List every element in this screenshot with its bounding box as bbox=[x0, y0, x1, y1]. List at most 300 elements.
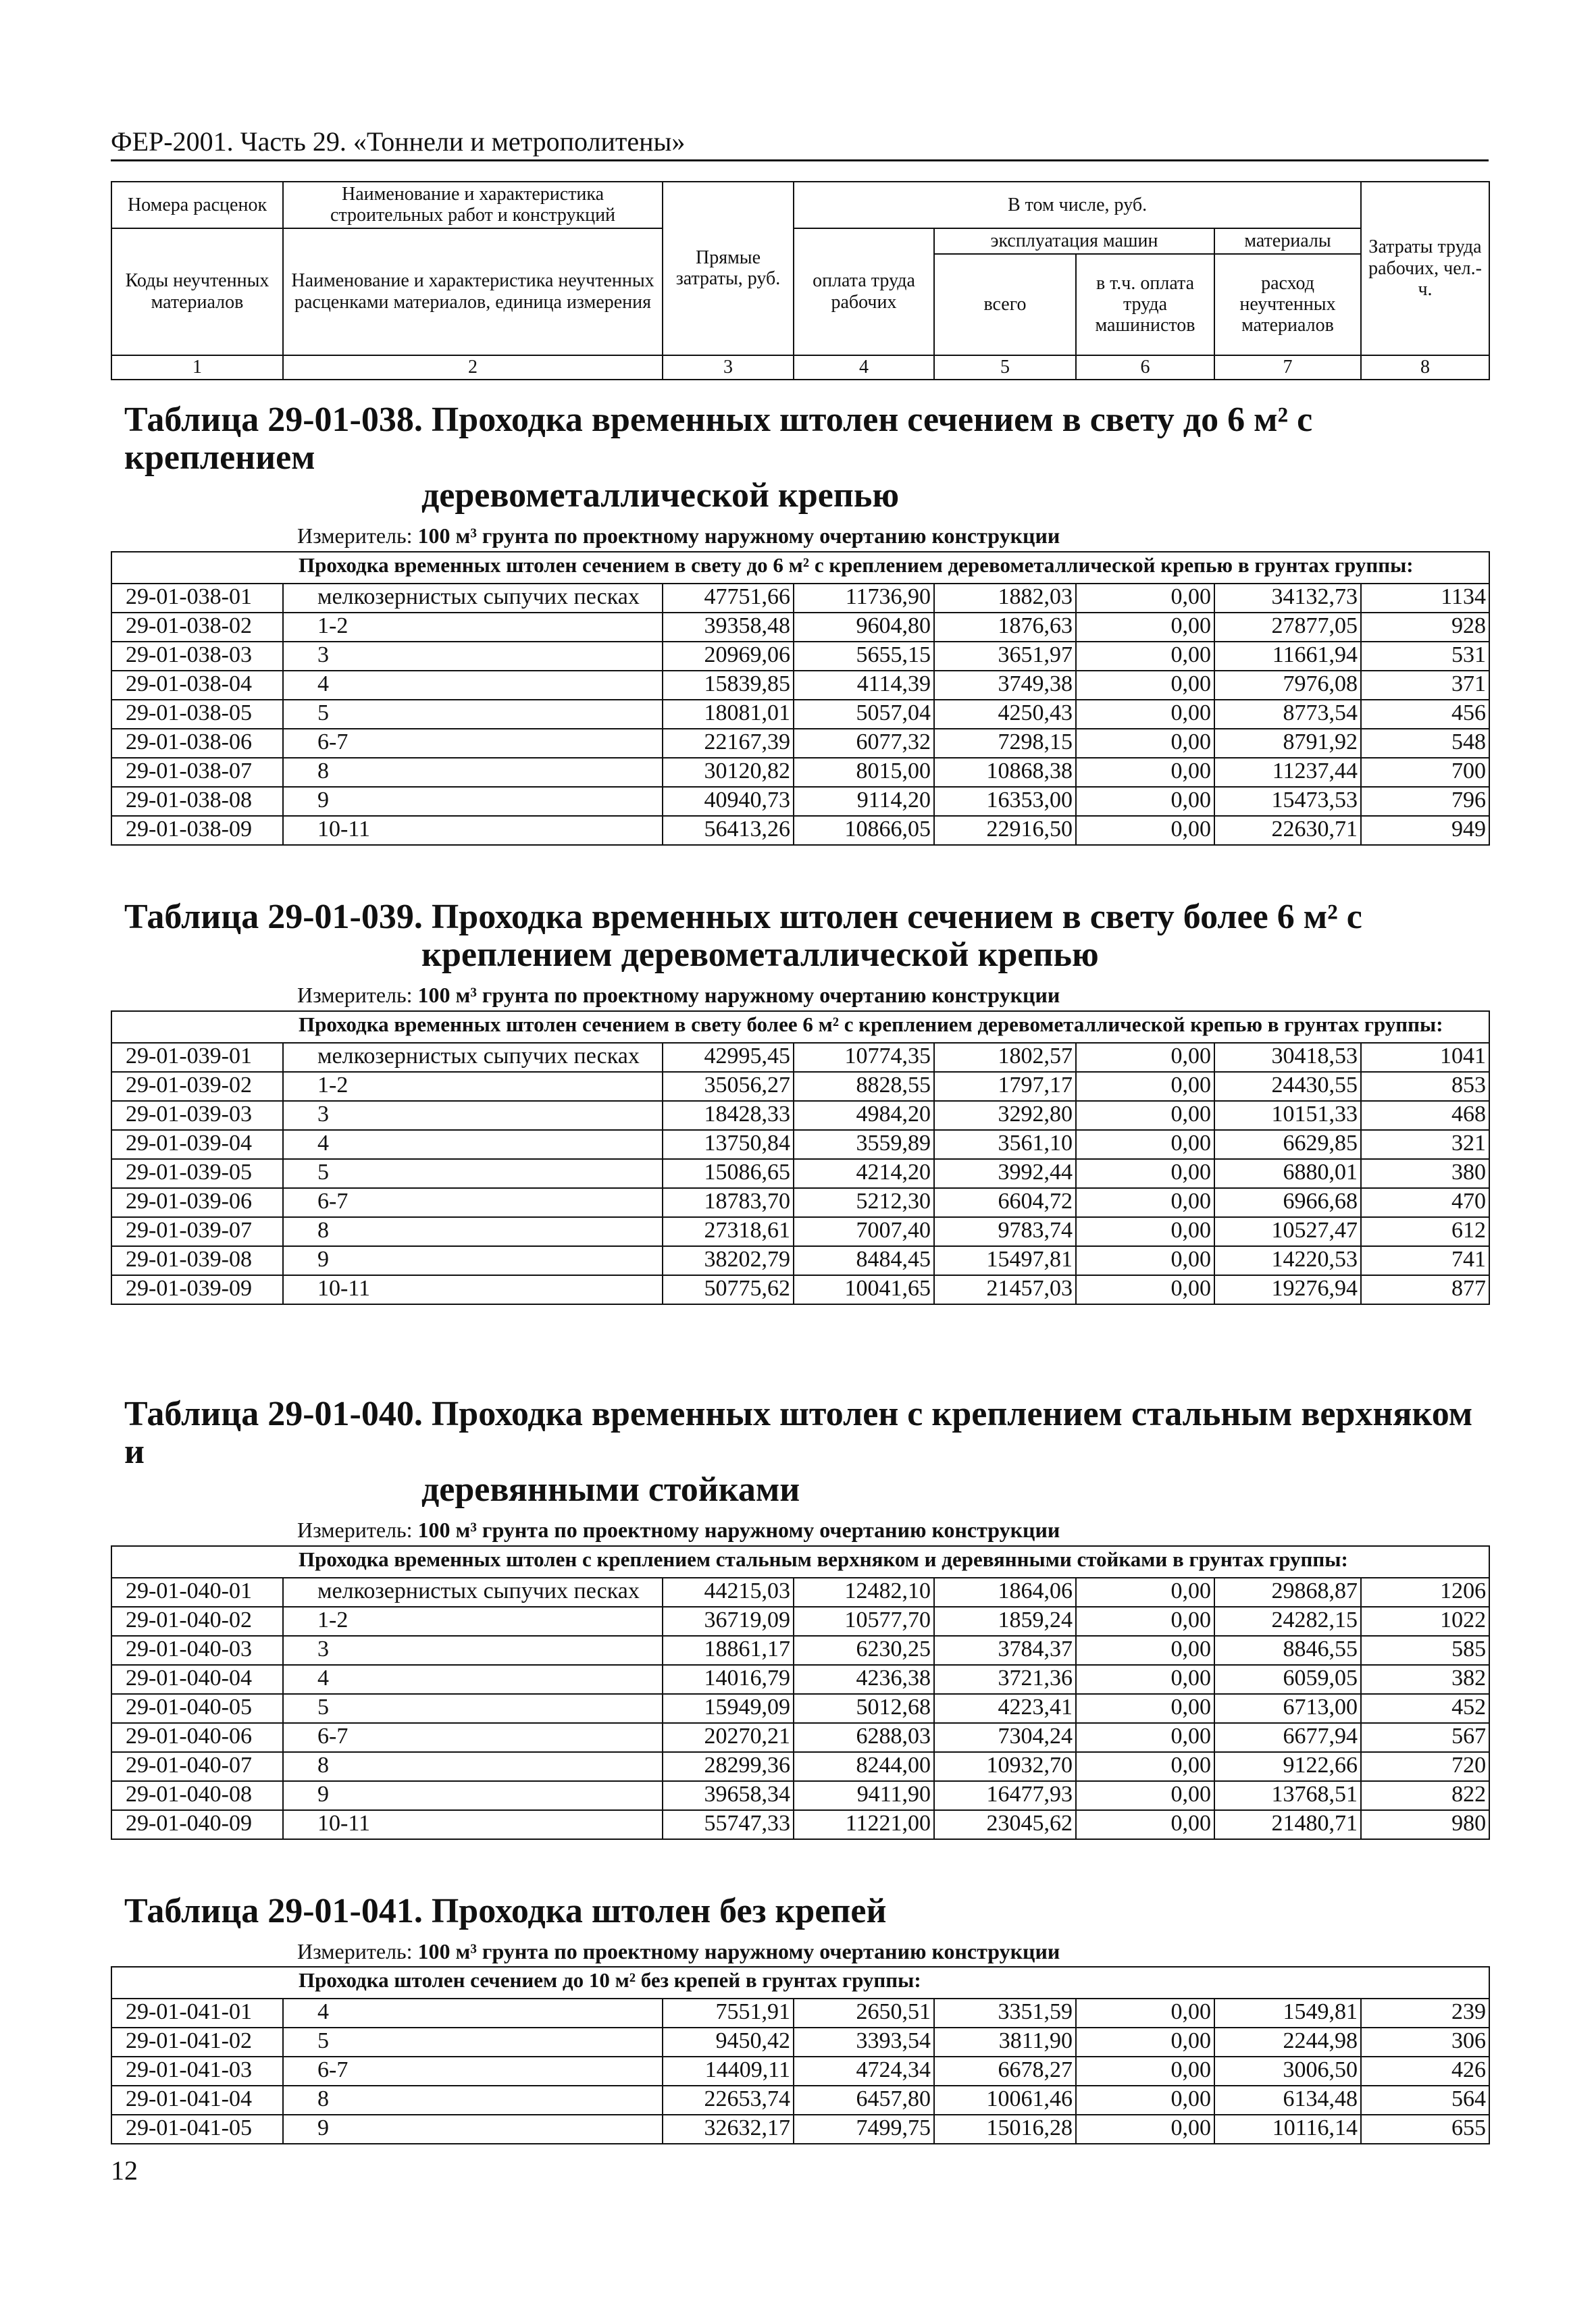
unit-line bbox=[111, 1518, 1489, 1542]
subheading: Проходка штолен сечением до 10 м² без крепей в грунтах группы: bbox=[111, 1967, 1489, 1999]
labor-cost: 11736,90 bbox=[794, 584, 934, 613]
table-row bbox=[111, 1246, 1489, 1275]
work-description: 3 bbox=[283, 1101, 663, 1130]
machine-cost: 16477,93 bbox=[934, 1781, 1076, 1810]
direct-cost: 15839,85 bbox=[663, 671, 794, 700]
material-cost: 6059,05 bbox=[1214, 1665, 1361, 1694]
machine-cost: 6604,72 bbox=[934, 1188, 1076, 1217]
machine-cost: 3651,97 bbox=[934, 642, 1076, 671]
col2-top: Наименование и характеристика строительных работ и конструкций bbox=[283, 182, 663, 228]
direct-cost: 28299,36 bbox=[663, 1752, 794, 1781]
operator-cost: 0,00 bbox=[1076, 1217, 1214, 1246]
operator-cost: 0,00 bbox=[1076, 787, 1214, 816]
labor-hours: 564 bbox=[1361, 2086, 1489, 2115]
work-description: 10-11 bbox=[283, 1275, 663, 1304]
labor-hours: 456 bbox=[1361, 700, 1489, 729]
labor-cost: 8244,00 bbox=[794, 1752, 934, 1781]
direct-cost: 7551,91 bbox=[663, 1999, 794, 2028]
operator-cost: 0,00 bbox=[1076, 1130, 1214, 1159]
labor-hours: 585 bbox=[1361, 1636, 1489, 1665]
direct-cost: 14409,11 bbox=[663, 2057, 794, 2086]
labor-hours: 612 bbox=[1361, 1217, 1489, 1246]
labor-hours: 531 bbox=[1361, 642, 1489, 671]
table-row bbox=[111, 1130, 1489, 1159]
table-row bbox=[111, 1275, 1489, 1304]
col-number: 3 bbox=[663, 355, 794, 380]
table-title-line1: Таблица 29-01-040. Проходка временных штолен с креплением стальным верхняком и bbox=[124, 1395, 1473, 1472]
labor-hours: 470 bbox=[1361, 1188, 1489, 1217]
rate-code: 29-01-039-06 bbox=[111, 1188, 283, 1217]
header-rule bbox=[111, 159, 1489, 161]
unit-label: Измеритель: bbox=[297, 1939, 413, 1964]
machine-cost: 3992,44 bbox=[934, 1159, 1076, 1188]
col1-bottom: Коды неучтенных материалов bbox=[111, 228, 283, 355]
direct-cost: 47751,66 bbox=[663, 584, 794, 613]
page-header: ФЕР-2001. Часть 29. «Тоннели и метрополитены» bbox=[111, 126, 686, 157]
material-cost: 6134,48 bbox=[1214, 2086, 1361, 2115]
labor-cost: 6457,80 bbox=[794, 2086, 934, 2115]
labor-hours: 796 bbox=[1361, 787, 1489, 816]
work-description: 1-2 bbox=[283, 1072, 663, 1101]
work-description: 4 bbox=[283, 1130, 663, 1159]
operator-cost: 0,00 bbox=[1076, 1810, 1214, 1839]
direct-cost: 38202,79 bbox=[663, 1246, 794, 1275]
machine-cost: 3561,10 bbox=[934, 1130, 1076, 1159]
table-row bbox=[111, 758, 1489, 787]
operator-cost: 0,00 bbox=[1076, 1188, 1214, 1217]
work-description: 10-11 bbox=[283, 1810, 663, 1839]
work-description: 5 bbox=[283, 2028, 663, 2057]
labor-cost: 10577,70 bbox=[794, 1607, 934, 1636]
table-row bbox=[111, 1694, 1489, 1723]
operator-cost: 0,00 bbox=[1076, 1636, 1214, 1665]
operator-cost: 0,00 bbox=[1076, 1694, 1214, 1723]
rate-code: 29-01-040-04 bbox=[111, 1665, 283, 1694]
operator-cost: 0,00 bbox=[1076, 1607, 1214, 1636]
material-cost: 34132,73 bbox=[1214, 584, 1361, 613]
direct-cost: 20270,21 bbox=[663, 1723, 794, 1752]
machine-cost: 1797,17 bbox=[934, 1072, 1076, 1101]
table-row bbox=[111, 2028, 1489, 2057]
labor-cost: 7499,75 bbox=[794, 2115, 934, 2144]
rates-table bbox=[111, 551, 1490, 846]
material-cost: 1549,81 bbox=[1214, 1999, 1361, 2028]
direct-cost: 22167,39 bbox=[663, 729, 794, 758]
labor-hours: 720 bbox=[1361, 1752, 1489, 1781]
work-description: 10-11 bbox=[283, 816, 663, 845]
material-cost: 10116,14 bbox=[1214, 2115, 1361, 2144]
labor-cost: 6230,25 bbox=[794, 1636, 934, 1665]
direct-cost: 18783,70 bbox=[663, 1188, 794, 1217]
rate-code: 29-01-041-05 bbox=[111, 2115, 283, 2144]
rate-code: 29-01-039-07 bbox=[111, 1217, 283, 1246]
work-description: 8 bbox=[283, 2086, 663, 2115]
labor-cost: 6077,32 bbox=[794, 729, 934, 758]
rate-code: 29-01-038-03 bbox=[111, 642, 283, 671]
machine-cost: 15016,28 bbox=[934, 2115, 1076, 2144]
table-row bbox=[111, 1665, 1489, 1694]
material-cost: 10527,47 bbox=[1214, 1217, 1361, 1246]
direct-cost: 18861,17 bbox=[663, 1636, 794, 1665]
unit-line bbox=[111, 524, 1489, 548]
table-title-line1: Таблица 29-01-038. Проходка временных штолен сечением в свету до 6 м² с креплением bbox=[124, 401, 1313, 478]
col-number: 7 bbox=[1214, 355, 1361, 380]
table-row bbox=[111, 2086, 1489, 2115]
labor-cost: 4984,20 bbox=[794, 1101, 934, 1130]
table-title bbox=[111, 1893, 1489, 1930]
machine-cost: 22916,50 bbox=[934, 816, 1076, 845]
col4-header: оплата труда рабочих bbox=[794, 228, 934, 355]
col8-header: Затраты труда рабочих, чел.-ч. bbox=[1361, 182, 1489, 355]
labor-hours: 426 bbox=[1361, 2057, 1489, 2086]
unit-text: 100 м³ грунта по проектному наружному очертанию конструкции bbox=[417, 523, 1060, 548]
labor-hours: 949 bbox=[1361, 816, 1489, 845]
operator-cost: 0,00 bbox=[1076, 1275, 1214, 1304]
labor-cost: 7007,40 bbox=[794, 1217, 934, 1246]
operator-cost: 0,00 bbox=[1076, 758, 1214, 787]
work-description: 9 bbox=[283, 787, 663, 816]
operator-cost: 0,00 bbox=[1076, 642, 1214, 671]
operator-cost: 0,00 bbox=[1076, 1999, 1214, 2028]
material-cost: 6966,68 bbox=[1214, 1188, 1361, 1217]
direct-cost: 35056,27 bbox=[663, 1072, 794, 1101]
work-description: 1-2 bbox=[283, 1607, 663, 1636]
labor-cost: 12482,10 bbox=[794, 1578, 934, 1607]
labor-hours: 700 bbox=[1361, 758, 1489, 787]
table-title-line1: Таблица 29-01-039. Проходка временных штолен сечением в свету более 6 м² с bbox=[124, 898, 1362, 936]
rate-code: 29-01-041-03 bbox=[111, 2057, 283, 2086]
table-row bbox=[111, 1752, 1489, 1781]
table-section bbox=[111, 1893, 1489, 2144]
rate-code: 29-01-038-05 bbox=[111, 700, 283, 729]
direct-cost: 22653,74 bbox=[663, 2086, 794, 2115]
operator-cost: 0,00 bbox=[1076, 1159, 1214, 1188]
table-row bbox=[111, 671, 1489, 700]
rate-code: 29-01-038-09 bbox=[111, 816, 283, 845]
table-row bbox=[111, 584, 1489, 613]
machine-cost: 10061,46 bbox=[934, 2086, 1076, 2115]
material-cost: 11661,94 bbox=[1214, 642, 1361, 671]
material-cost: 11237,44 bbox=[1214, 758, 1361, 787]
work-description: 9 bbox=[283, 1781, 663, 1810]
materials-header: материалы bbox=[1214, 228, 1361, 254]
table-section bbox=[111, 1395, 1489, 1840]
material-cost: 8773,54 bbox=[1214, 700, 1361, 729]
unit-text: 100 м³ грунта по проектному наружному очертанию конструкции bbox=[417, 1939, 1060, 1964]
work-description: 4 bbox=[283, 1665, 663, 1694]
labor-hours: 239 bbox=[1361, 1999, 1489, 2028]
operator-cost: 0,00 bbox=[1076, 1665, 1214, 1694]
col-number: 8 bbox=[1361, 355, 1489, 380]
labor-cost: 3559,89 bbox=[794, 1130, 934, 1159]
work-description: 5 bbox=[283, 1159, 663, 1188]
machine-cost: 3784,37 bbox=[934, 1636, 1076, 1665]
direct-cost: 9450,42 bbox=[663, 2028, 794, 2057]
machine-cost: 7304,24 bbox=[934, 1723, 1076, 1752]
material-cost: 27877,05 bbox=[1214, 613, 1361, 642]
labor-hours: 853 bbox=[1361, 1072, 1489, 1101]
rates-table bbox=[111, 1545, 1490, 1840]
labor-hours: 382 bbox=[1361, 1665, 1489, 1694]
work-description: мелкозернистых сыпучих песках bbox=[283, 1578, 663, 1607]
material-cost: 2244,98 bbox=[1214, 2028, 1361, 2057]
labor-cost: 4724,34 bbox=[794, 2057, 934, 2086]
labor-cost: 6288,03 bbox=[794, 1723, 934, 1752]
labor-hours: 822 bbox=[1361, 1781, 1489, 1810]
machine-cost: 10868,38 bbox=[934, 758, 1076, 787]
rate-code: 29-01-040-07 bbox=[111, 1752, 283, 1781]
table-row bbox=[111, 1217, 1489, 1246]
operator-cost: 0,00 bbox=[1076, 1781, 1214, 1810]
machine-cost: 3292,80 bbox=[934, 1101, 1076, 1130]
labor-hours: 371 bbox=[1361, 671, 1489, 700]
table-row bbox=[111, 1159, 1489, 1188]
machine-cost: 10932,70 bbox=[934, 1752, 1076, 1781]
labor-cost: 9411,90 bbox=[794, 1781, 934, 1810]
col-number: 4 bbox=[794, 355, 934, 380]
material-cost: 8846,55 bbox=[1214, 1636, 1361, 1665]
work-description: мелкозернистых сыпучих песках bbox=[283, 1043, 663, 1072]
rate-code: 29-01-041-02 bbox=[111, 2028, 283, 2057]
operator-cost: 0,00 bbox=[1076, 1723, 1214, 1752]
direct-cost: 40940,73 bbox=[663, 787, 794, 816]
rate-code: 29-01-039-09 bbox=[111, 1275, 283, 1304]
work-description: 1-2 bbox=[283, 613, 663, 642]
labor-hours: 468 bbox=[1361, 1101, 1489, 1130]
operator-cost: 0,00 bbox=[1076, 2115, 1214, 2144]
machine-cost: 15497,81 bbox=[934, 1246, 1076, 1275]
including-header: В том числе, руб. bbox=[794, 182, 1361, 228]
rate-code: 29-01-040-08 bbox=[111, 1781, 283, 1810]
table-row bbox=[111, 1999, 1489, 2028]
operator-cost: 0,00 bbox=[1076, 2028, 1214, 2057]
table-row bbox=[111, 816, 1489, 845]
operator-cost: 0,00 bbox=[1076, 2057, 1214, 2086]
table-row bbox=[111, 2115, 1489, 2144]
unit-label: Измеритель: bbox=[297, 1518, 413, 1543]
rates-table bbox=[111, 1966, 1490, 2144]
labor-cost: 10774,35 bbox=[794, 1043, 934, 1072]
labor-cost: 2650,51 bbox=[794, 1999, 934, 2028]
rate-code: 29-01-038-02 bbox=[111, 613, 283, 642]
table-title bbox=[111, 401, 1489, 515]
col7-header: расход неучтенных материалов bbox=[1214, 254, 1361, 355]
col3-header: Прямые затраты, руб. bbox=[663, 182, 794, 355]
labor-hours: 741 bbox=[1361, 1246, 1489, 1275]
machines-header: эксплуатация машин bbox=[934, 228, 1214, 254]
machine-cost: 4250,43 bbox=[934, 700, 1076, 729]
labor-hours: 1134 bbox=[1361, 584, 1489, 613]
labor-hours: 306 bbox=[1361, 2028, 1489, 2057]
machine-cost: 21457,03 bbox=[934, 1275, 1076, 1304]
work-description: 6-7 bbox=[283, 2057, 663, 2086]
material-cost: 9122,66 bbox=[1214, 1752, 1361, 1781]
material-cost: 29868,87 bbox=[1214, 1578, 1361, 1607]
subheading-row bbox=[111, 1011, 1489, 1043]
labor-hours: 380 bbox=[1361, 1159, 1489, 1188]
machine-cost: 3721,36 bbox=[934, 1665, 1076, 1694]
direct-cost: 30120,82 bbox=[663, 758, 794, 787]
rate-code: 29-01-038-08 bbox=[111, 787, 283, 816]
labor-cost: 4236,38 bbox=[794, 1665, 934, 1694]
work-description: 8 bbox=[283, 1752, 663, 1781]
direct-cost: 50775,62 bbox=[663, 1275, 794, 1304]
rate-code: 29-01-039-03 bbox=[111, 1101, 283, 1130]
material-cost: 24430,55 bbox=[1214, 1072, 1361, 1101]
rate-code: 29-01-040-02 bbox=[111, 1607, 283, 1636]
operator-cost: 0,00 bbox=[1076, 613, 1214, 642]
labor-hours: 321 bbox=[1361, 1130, 1489, 1159]
machine-cost: 7298,15 bbox=[934, 729, 1076, 758]
labor-cost: 8484,45 bbox=[794, 1246, 934, 1275]
direct-cost: 55747,33 bbox=[663, 1810, 794, 1839]
operator-cost: 0,00 bbox=[1076, 700, 1214, 729]
col5-header: всего bbox=[934, 254, 1076, 355]
table-row bbox=[111, 1578, 1489, 1607]
labor-hours: 1206 bbox=[1361, 1578, 1489, 1607]
table-row bbox=[111, 613, 1489, 642]
subheading: Проходка временных штолен сечением в свету до 6 м² с креплением деревометаллической крепью в грунтах группы: bbox=[111, 552, 1489, 584]
col-number: 5 bbox=[934, 355, 1076, 380]
work-description: 3 bbox=[283, 1636, 663, 1665]
machine-cost: 3351,59 bbox=[934, 1999, 1076, 2028]
material-cost: 21480,71 bbox=[1214, 1810, 1361, 1839]
machine-cost: 23045,62 bbox=[934, 1810, 1076, 1839]
work-description: 6-7 bbox=[283, 729, 663, 758]
table-row bbox=[111, 1043, 1489, 1072]
labor-cost: 10041,65 bbox=[794, 1275, 934, 1304]
rate-code: 29-01-039-08 bbox=[111, 1246, 283, 1275]
table-title-line2: деревометаллической крепью bbox=[421, 476, 900, 515]
direct-cost: 20969,06 bbox=[663, 642, 794, 671]
unit-text: 100 м³ грунта по проектному наружному очертанию конструкции bbox=[417, 1518, 1060, 1543]
machine-cost: 6678,27 bbox=[934, 2057, 1076, 2086]
rate-code: 29-01-038-04 bbox=[111, 671, 283, 700]
machine-cost: 1876,63 bbox=[934, 613, 1076, 642]
col1-top: Номера расценок bbox=[111, 182, 283, 228]
table-row bbox=[111, 2057, 1489, 2086]
direct-cost: 39658,34 bbox=[663, 1781, 794, 1810]
table-row bbox=[111, 729, 1489, 758]
machine-cost: 1882,03 bbox=[934, 584, 1076, 613]
table-row bbox=[111, 1072, 1489, 1101]
table-row bbox=[111, 1781, 1489, 1810]
table-row bbox=[111, 787, 1489, 816]
direct-cost: 27318,61 bbox=[663, 1217, 794, 1246]
material-cost: 8791,92 bbox=[1214, 729, 1361, 758]
unit-text: 100 м³ грунта по проектному наружному очертанию конструкции bbox=[417, 983, 1060, 1008]
labor-hours: 877 bbox=[1361, 1275, 1489, 1304]
direct-cost: 56413,26 bbox=[663, 816, 794, 845]
machine-cost: 9783,74 bbox=[934, 1217, 1076, 1246]
material-cost: 10151,33 bbox=[1214, 1101, 1361, 1130]
operator-cost: 0,00 bbox=[1076, 1578, 1214, 1607]
material-cost: 14220,53 bbox=[1214, 1246, 1361, 1275]
direct-cost: 39358,48 bbox=[663, 613, 794, 642]
material-cost: 24282,15 bbox=[1214, 1607, 1361, 1636]
direct-cost: 36719,09 bbox=[663, 1607, 794, 1636]
material-cost: 6629,85 bbox=[1214, 1130, 1361, 1159]
machine-cost: 3749,38 bbox=[934, 671, 1076, 700]
labor-cost: 5012,68 bbox=[794, 1694, 934, 1723]
unit-line bbox=[111, 983, 1489, 1007]
material-cost: 6880,01 bbox=[1214, 1159, 1361, 1188]
table-row bbox=[111, 700, 1489, 729]
labor-cost: 9604,80 bbox=[794, 613, 934, 642]
col-number: 6 bbox=[1076, 355, 1214, 380]
material-cost: 6677,94 bbox=[1214, 1723, 1361, 1752]
work-description: 9 bbox=[283, 2115, 663, 2144]
operator-cost: 0,00 bbox=[1076, 1072, 1214, 1101]
direct-cost: 15086,65 bbox=[663, 1159, 794, 1188]
direct-cost: 13750,84 bbox=[663, 1130, 794, 1159]
table-section bbox=[111, 401, 1489, 846]
work-description: 8 bbox=[283, 1217, 663, 1246]
table-row bbox=[111, 1636, 1489, 1665]
subheading-row bbox=[111, 552, 1489, 584]
labor-cost: 5212,30 bbox=[794, 1188, 934, 1217]
work-description: 4 bbox=[283, 671, 663, 700]
machine-cost: 1859,24 bbox=[934, 1607, 1076, 1636]
col6-header: в т.ч. оплата труда машинистов bbox=[1076, 254, 1214, 355]
rate-code: 29-01-040-05 bbox=[111, 1694, 283, 1723]
material-cost: 30418,53 bbox=[1214, 1043, 1361, 1072]
labor-cost: 3393,54 bbox=[794, 2028, 934, 2057]
machine-cost: 3811,90 bbox=[934, 2028, 1076, 2057]
labor-cost: 8828,55 bbox=[794, 1072, 934, 1101]
rate-code: 29-01-041-04 bbox=[111, 2086, 283, 2115]
subheading-row bbox=[111, 1967, 1489, 1999]
rate-code: 29-01-038-07 bbox=[111, 758, 283, 787]
operator-cost: 0,00 bbox=[1076, 584, 1214, 613]
labor-hours: 1022 bbox=[1361, 1607, 1489, 1636]
work-description: 3 bbox=[283, 642, 663, 671]
rate-code: 29-01-038-01 bbox=[111, 584, 283, 613]
operator-cost: 0,00 bbox=[1076, 1101, 1214, 1130]
labor-cost: 10866,05 bbox=[794, 816, 934, 845]
labor-cost: 5655,15 bbox=[794, 642, 934, 671]
table-row bbox=[111, 1188, 1489, 1217]
rate-code: 29-01-040-03 bbox=[111, 1636, 283, 1665]
labor-cost: 4214,20 bbox=[794, 1159, 934, 1188]
labor-hours: 928 bbox=[1361, 613, 1489, 642]
labor-cost: 9114,20 bbox=[794, 787, 934, 816]
rate-code: 29-01-038-06 bbox=[111, 729, 283, 758]
table-row bbox=[111, 642, 1489, 671]
work-description: 4 bbox=[283, 1999, 663, 2028]
machine-cost: 1802,57 bbox=[934, 1043, 1076, 1072]
subheading: Проходка временных штолен сечением в свету более 6 м² с креплением деревометаллической крепью в грунтах группы: bbox=[111, 1011, 1489, 1043]
work-description: 5 bbox=[283, 700, 663, 729]
operator-cost: 0,00 bbox=[1076, 2086, 1214, 2115]
work-description: 5 bbox=[283, 1694, 663, 1723]
direct-cost: 18081,01 bbox=[663, 700, 794, 729]
operator-cost: 0,00 bbox=[1076, 1043, 1214, 1072]
rate-code: 29-01-041-01 bbox=[111, 1999, 283, 2028]
direct-cost: 44215,03 bbox=[663, 1578, 794, 1607]
table-title bbox=[111, 898, 1489, 974]
material-cost: 7976,08 bbox=[1214, 671, 1361, 700]
material-cost: 19276,94 bbox=[1214, 1275, 1361, 1304]
table-title-line2: креплением деревометаллической крепью bbox=[421, 935, 1099, 975]
subheading: Проходка временных штолен с креплением стальным верхняком и деревянными стойками в грунтах группы: bbox=[111, 1546, 1489, 1578]
table-row bbox=[111, 1607, 1489, 1636]
table-section bbox=[111, 898, 1489, 1305]
rate-code: 29-01-040-06 bbox=[111, 1723, 283, 1752]
direct-cost: 42995,45 bbox=[663, 1043, 794, 1072]
operator-cost: 0,00 bbox=[1076, 729, 1214, 758]
machine-cost: 4223,41 bbox=[934, 1694, 1076, 1723]
